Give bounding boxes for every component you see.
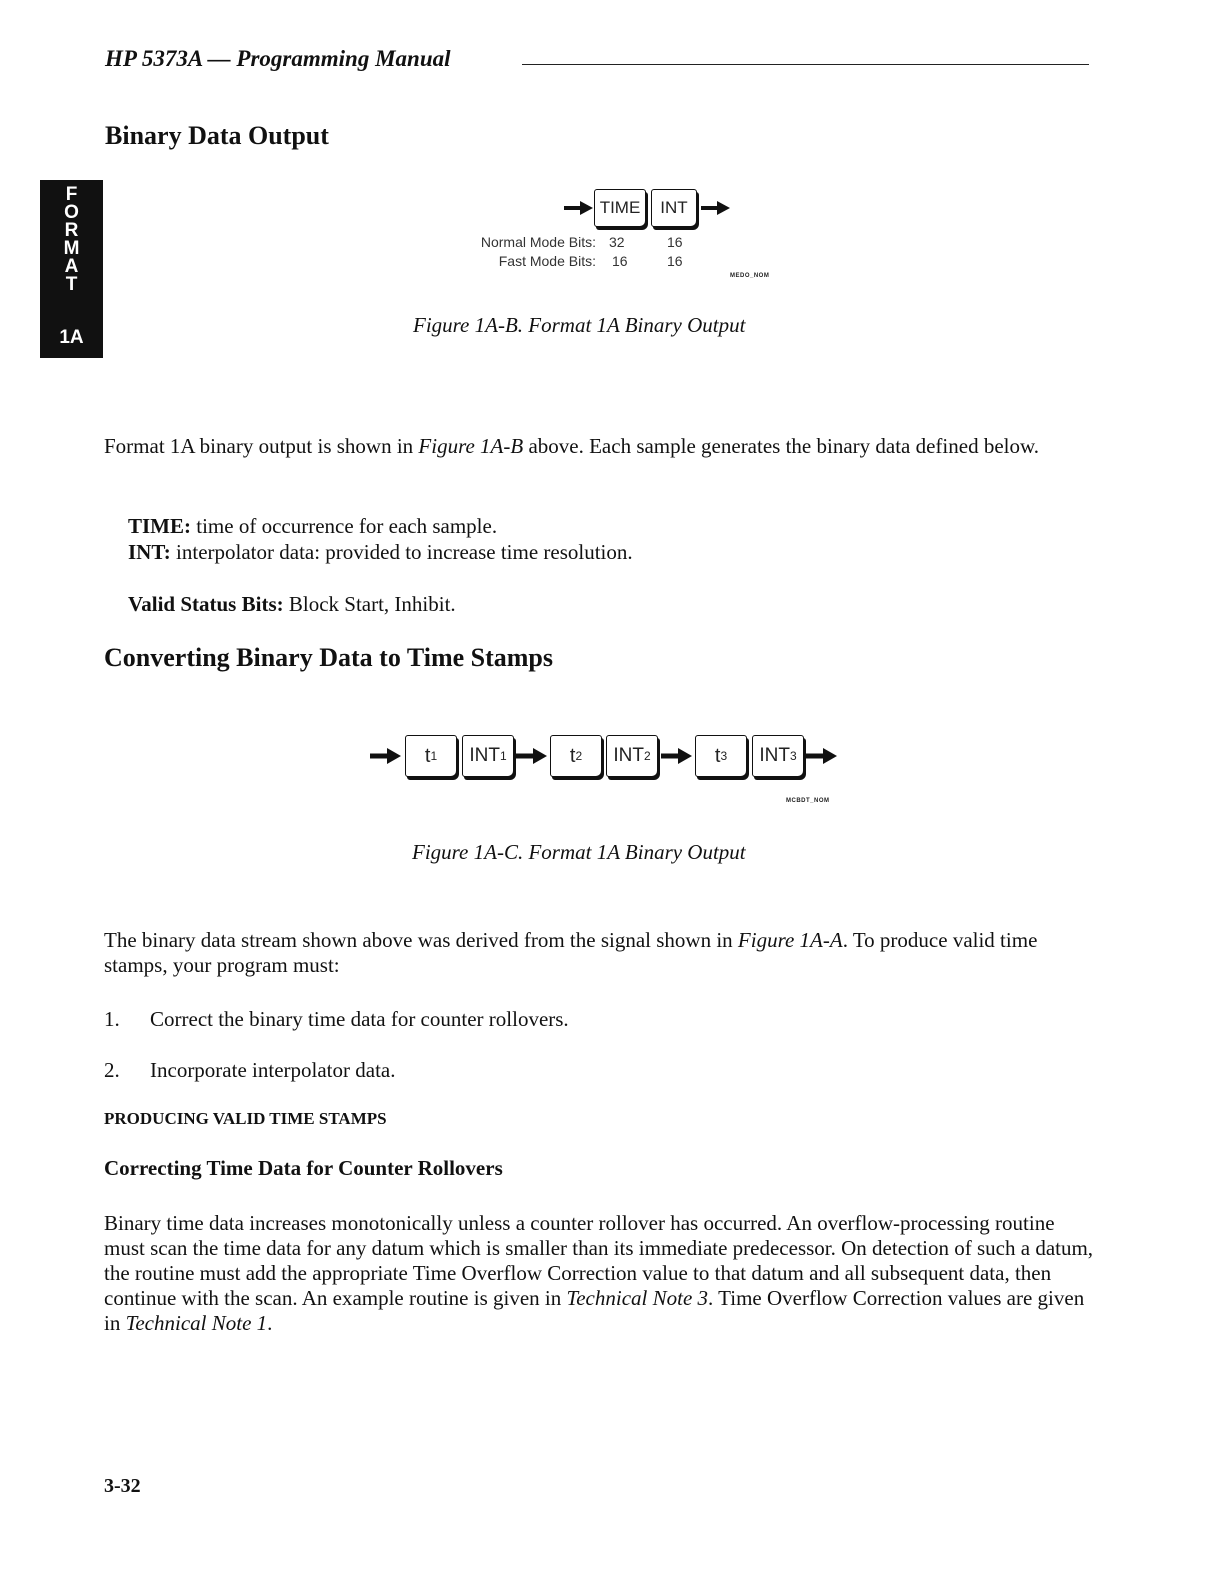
text: 2 — [575, 749, 583, 763]
derivation-paragraph — [104, 928, 1094, 978]
fast-time-bits: 16 — [612, 253, 628, 269]
text: INT — [469, 745, 500, 766]
figure-tag: MCBDT_NOM — [786, 798, 830, 804]
figure-1a-b-caption: Figure 1A-B. Format 1A Binary Output — [413, 313, 746, 337]
text: Binary time data increases monotonically unless a counter rollover has occurred. An overflow-processing routine must scan the time data for any datum which is smaller than its immediate predecessor. On detection of such a datum, the routine must add the appropriate Time Overflow Correction value to that datum and all subsequent data, then continue with the scan. An example routine is given in — [104, 1211, 1094, 1310]
tab-letter: A — [64, 256, 79, 277]
tab-letter: O — [64, 202, 79, 223]
tab-letters — [40, 186, 103, 294]
text: 3 — [789, 749, 797, 763]
text: The binary data stream shown above was derived from the signal shown in — [104, 928, 738, 952]
tab-letter: M — [63, 238, 80, 259]
text: . — [267, 1311, 273, 1335]
text: 3 — [720, 749, 728, 763]
header-rule — [522, 64, 1089, 65]
valid-status-bits — [128, 592, 456, 617]
text: INT — [759, 745, 790, 766]
technical-note-reference: Technical Note 3 — [566, 1286, 709, 1310]
int-sample-box — [462, 735, 514, 777]
definition-int — [128, 540, 633, 565]
normal-mode-label: Normal Mode Bits: — [480, 234, 596, 250]
subheading-producing-valid-time-stamps: PRODUCING VALID TIME STAMPS — [104, 1109, 387, 1128]
fast-int-bits: 16 — [667, 253, 683, 269]
time-sample-box — [405, 735, 457, 777]
figure-reference: Figure 1A-A — [737, 928, 843, 952]
step-item — [104, 1058, 395, 1083]
arrow-right-icon — [661, 747, 693, 765]
text: t — [424, 744, 431, 767]
text: INT — [613, 745, 644, 766]
time-sample-box — [695, 735, 747, 777]
time-field-box: TIME — [594, 189, 646, 227]
int-field-box: INT — [651, 189, 697, 227]
int-sample-box — [606, 735, 658, 777]
definition-text: interpolator data: provided to increase time resolution. — [170, 540, 633, 564]
definition-text: Block Start, Inhibit. — [283, 592, 456, 616]
text: . Time Overflow Correction values are given in — [104, 1286, 1085, 1335]
term-status-bits: Valid Status Bits: — [128, 592, 284, 616]
rollover-paragraph — [104, 1211, 1100, 1336]
page-number: 3-32 — [104, 1475, 141, 1497]
normal-int-bits: 16 — [667, 234, 683, 250]
step-text: Correct the binary time data for counter rollovers. — [150, 1007, 569, 1031]
technical-note-reference: Technical Note 1 — [125, 1311, 268, 1335]
text: 2 — [643, 749, 651, 763]
arrow-right-icon — [806, 747, 838, 765]
figure-tag: MEDO_NOM — [730, 273, 770, 279]
text: . To produce valid time stamps, your program must: — [104, 928, 1038, 977]
term-time: TIME: — [128, 514, 191, 538]
definition-time — [128, 514, 497, 539]
term-int: INT: — [128, 540, 171, 564]
arrow-right-icon — [370, 747, 402, 765]
step-text: Incorporate interpolator data. — [150, 1058, 396, 1082]
step-number: 1. — [104, 1007, 120, 1031]
figure-1a-c-caption: Figure 1A-C. Format 1A Binary Output — [412, 840, 746, 864]
heading-binary-data-output: Binary Data Output — [105, 121, 329, 150]
step-item — [104, 1007, 569, 1032]
arrow-right-icon — [701, 200, 731, 216]
heading-correcting-time-data: Correcting Time Data for Counter Rollovers — [104, 1156, 503, 1180]
text: 1 — [430, 749, 438, 763]
tab-letter: F — [65, 184, 78, 205]
tab-letter: T — [65, 274, 78, 295]
arrow-right-icon — [516, 747, 548, 765]
figure-reference: Figure 1A-B — [418, 434, 524, 458]
step-number: 2. — [104, 1058, 120, 1082]
text: t — [569, 744, 576, 767]
format-tab — [40, 180, 103, 358]
running-header: HP 5373A — Programming Manual — [105, 46, 451, 71]
normal-time-bits: 32 — [609, 234, 625, 250]
text: above. Each sample generates the binary data defined below. — [523, 434, 1040, 458]
text: Format 1A binary output is shown in — [104, 434, 419, 458]
int-sample-box — [752, 735, 804, 777]
tab-format-code: 1A — [59, 327, 84, 348]
text: 1 — [499, 749, 507, 763]
time-sample-box — [550, 735, 602, 777]
tab-letter: R — [64, 220, 79, 241]
intro-paragraph — [104, 434, 1094, 459]
heading-converting-binary-data: Converting Binary Data to Time Stamps — [104, 643, 553, 672]
arrow-right-icon — [564, 200, 594, 216]
fast-mode-label: Fast Mode Bits: — [498, 253, 596, 269]
definition-text: time of occurrence for each sample. — [191, 514, 498, 538]
text: t — [714, 744, 721, 767]
